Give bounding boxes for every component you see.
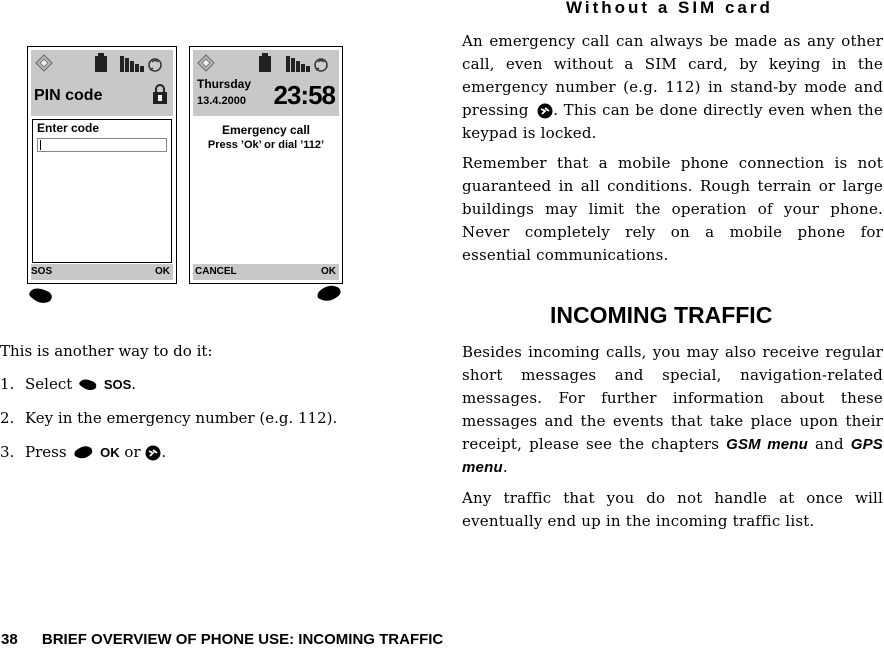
step-3 [0,443,166,461]
signal-icon [119,54,167,74]
code-panel [32,119,172,263]
status-area [31,50,173,116]
date-label: 13.4.2000 [197,95,246,107]
step-punct: . [131,375,137,393]
soft-key-left-icon [27,286,55,306]
link-gsm-menu[interactable]: GSM menu [726,436,809,453]
status-area [193,50,339,116]
intro-text: This is another way to do it: [0,342,213,360]
step-text: Key in the emergency number (e.g. 112). [25,409,338,427]
step-text: Select [25,375,73,393]
step-1 [0,375,136,393]
softkey-bar [31,264,173,280]
section-title-no-sim: Without a SIM card [566,0,773,17]
emergency-message-line-1: Emergency call [221,123,311,137]
paragraph-text: and [814,435,844,453]
paragraph-traffic-list: Any traffic that you do not handle at once will eventually end up in the incoming traffic list. [462,489,883,530]
page-number: 38 [1,631,18,648]
paragraph-incoming [462,341,883,479]
emergency-message-line-2: Press ’Ok’ or dial ’112’ [207,139,325,151]
step-number: 3. [0,443,15,461]
pin-input[interactable] [37,138,167,152]
paragraph-emergency [462,30,883,145]
soft-key-left-icon [77,377,99,393]
step-text: Press [25,443,67,461]
phone-pin-screen [27,46,177,284]
signal-icon [285,54,333,74]
screen-title: PIN code [34,87,103,104]
step-2 [0,409,337,427]
running-title: BRIEF OVERVIEW OF PHONE USE: INCOMING TRAFFIC [41,631,444,648]
call-key-icon [537,103,553,119]
softkey-bar [193,264,339,280]
phone-emergency-screen [189,46,343,284]
paragraph-text: Besides incoming calls, you may also receive regular short messages and special, navigation-related messages. For further information about these messages and the events that take place upon their receipt, please see the chapters [462,343,883,453]
soft-key-right-icon [71,445,95,461]
paragraph-text: . [502,458,508,476]
ok-key-label: OK [100,445,120,460]
sim-icon [197,54,215,72]
step-number: 1. [0,375,15,393]
sos-key-label: SOS [103,377,132,392]
lock-icon [152,83,168,105]
step-punct: . [161,443,167,461]
soft-left-label[interactable]: SOS [31,266,53,277]
link-gps-menu[interactable]: GPS menu [462,436,884,476]
call-key-icon [145,445,161,461]
soft-right-label[interactable]: OK [321,266,336,277]
step-number: 2. [0,409,15,427]
field-label: Enter code [37,121,100,135]
or-text: or [124,443,141,461]
sim-icon [35,54,53,72]
battery-icon [258,53,272,73]
paragraph-text: An emergency call can always be made as any other call, even without a SIM card, by keying in the emergency number (e.g. 112) in stand-by mode and pressing [462,32,883,119]
soft-left-label[interactable]: CANCEL [195,266,237,277]
day-label: Thursday [197,77,252,91]
paragraph-connection-warning: Remember that a mobile phone connection is not guaranteed in all conditions. Rough terrain or large buildings may limit the operation of your phone. Never completely rely on a mobile phone for essential communications. [462,154,883,264]
soft-key-right-icon [313,284,343,304]
clock: 23:58 [273,80,335,110]
soft-right-label[interactable]: OK [155,266,170,277]
footer [1,631,443,648]
paragraph-text: . This can be done directly even when the keypad is locked. [462,101,883,142]
text-cursor [40,140,41,150]
section-title-incoming: INCOMING TRAFFIC [550,302,773,328]
battery-icon [94,53,108,73]
